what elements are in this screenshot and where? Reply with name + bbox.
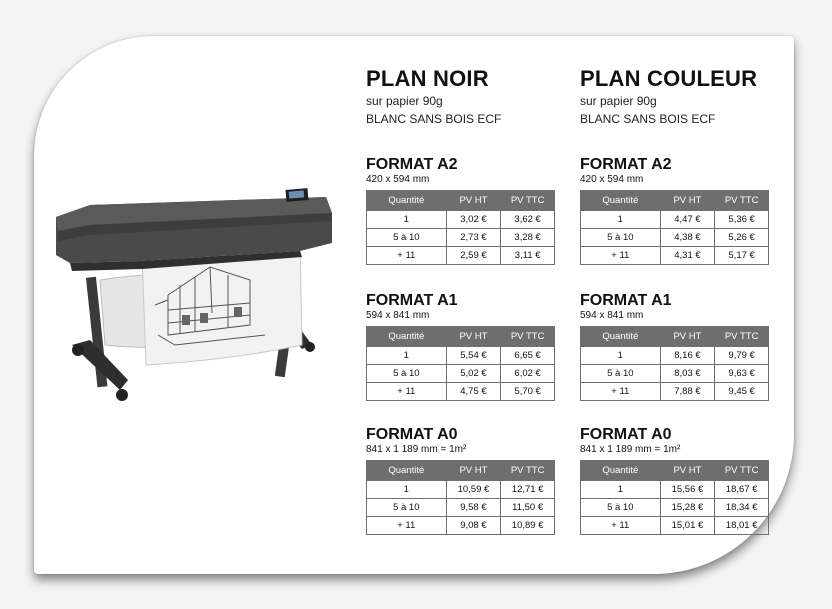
cell-quantity: 1 <box>581 347 661 365</box>
cell-price-ttc: 12,71 € <box>501 481 555 499</box>
cell-price-ht: 4,47 € <box>660 211 715 229</box>
header-pv-ttc: PV TTC <box>715 191 769 211</box>
table-row <box>581 211 769 229</box>
header-pv-ttc: PV TTC <box>501 327 555 347</box>
table-row <box>581 347 769 365</box>
table-row <box>581 247 769 265</box>
cell-price-ttc: 18,01 € <box>715 517 769 535</box>
cell-price-ttc: 5,70 € <box>501 383 555 401</box>
header-pv-ttc: PV TTC <box>715 327 769 347</box>
column-plan-couleur <box>580 66 790 531</box>
table-row <box>581 499 769 517</box>
table-row <box>581 229 769 247</box>
header-quantite: Quantité <box>581 191 661 211</box>
cell-price-ht: 4,38 € <box>660 229 715 247</box>
table-row <box>367 229 555 247</box>
header-pv-ttc: PV TTC <box>715 461 769 481</box>
header-pv-ht: PV HT <box>446 191 501 211</box>
column-plan-noir <box>366 66 576 531</box>
format-title: FORMAT A0 <box>366 426 458 443</box>
format-title: FORMAT A1 <box>366 292 458 309</box>
format-dimensions: 420 x 594 mm <box>580 174 644 185</box>
cell-quantity: 1 <box>367 347 447 365</box>
price-table <box>580 326 769 401</box>
format-a2-section <box>366 156 556 265</box>
format-title: FORMAT A1 <box>580 292 672 309</box>
cell-quantity: 1 <box>367 211 447 229</box>
table-row <box>581 365 769 383</box>
header-quantite: Quantité <box>581 327 661 347</box>
cell-price-ttc: 5,17 € <box>715 247 769 265</box>
cell-price-ht: 5,54 € <box>446 347 501 365</box>
cell-price-ht: 9,08 € <box>446 517 501 535</box>
cell-price-ttc: 9,79 € <box>715 347 769 365</box>
cell-quantity: 1 <box>581 481 661 499</box>
cell-price-ttc: 11,50 € <box>501 499 555 517</box>
cell-quantity: + 11 <box>367 383 447 401</box>
price-table <box>580 190 769 265</box>
table-row <box>367 517 555 535</box>
cell-price-ttc: 9,45 € <box>715 383 769 401</box>
cell-price-ttc: 6,02 € <box>501 365 555 383</box>
format-dimensions: 420 x 594 mm <box>366 174 430 185</box>
format-a1-section <box>366 292 556 401</box>
cell-price-ht: 10,59 € <box>446 481 501 499</box>
paper-quality: BLANC SANS BOIS ECF <box>580 112 716 126</box>
cell-price-ttc: 18,67 € <box>715 481 769 499</box>
format-a1-section <box>580 292 770 401</box>
cell-price-ht: 4,31 € <box>660 247 715 265</box>
format-dimensions: 841 x 1 189 mm = 1m² <box>580 444 681 455</box>
table-row <box>367 347 555 365</box>
cell-price-ht: 15,01 € <box>660 517 715 535</box>
cell-quantity: 5 à 10 <box>367 365 447 383</box>
price-table <box>580 460 769 535</box>
cell-price-ht: 5,02 € <box>446 365 501 383</box>
header-quantite: Quantité <box>581 461 661 481</box>
cell-quantity: 5 à 10 <box>581 365 661 383</box>
column-title: PLAN COULEUR <box>580 66 758 91</box>
cell-price-ht: 8,03 € <box>660 365 715 383</box>
table-row <box>367 499 555 517</box>
cell-quantity: 5 à 10 <box>581 229 661 247</box>
format-a0-section <box>366 426 556 535</box>
price-table <box>366 460 555 535</box>
cell-price-ttc: 10,89 € <box>501 517 555 535</box>
header-pv-ht: PV HT <box>660 461 715 481</box>
cell-quantity: + 11 <box>581 383 661 401</box>
cell-price-ht: 7,88 € <box>660 383 715 401</box>
paper-weight: sur papier 90g <box>580 94 657 108</box>
header-pv-ht: PV HT <box>660 191 715 211</box>
table-row <box>581 383 769 401</box>
table-row <box>367 211 555 229</box>
cell-price-ttc: 5,36 € <box>715 211 769 229</box>
cell-price-ht: 4,75 € <box>446 383 501 401</box>
format-title: FORMAT A2 <box>366 156 458 173</box>
cell-quantity: + 11 <box>581 517 661 535</box>
plotter-printer-icon <box>50 185 340 410</box>
cell-quantity: + 11 <box>367 247 447 265</box>
header-pv-ht: PV HT <box>446 327 501 347</box>
table-row <box>367 481 555 499</box>
header-pv-ttc: PV TTC <box>501 461 555 481</box>
format-a0-section <box>580 426 770 535</box>
cell-quantity: 5 à 10 <box>367 229 447 247</box>
cell-price-ht: 8,16 € <box>660 347 715 365</box>
table-row <box>367 383 555 401</box>
cell-price-ttc: 6,65 € <box>501 347 555 365</box>
header-pv-ttc: PV TTC <box>501 191 555 211</box>
cell-price-ht: 2,73 € <box>446 229 501 247</box>
header-quantite: Quantité <box>367 461 447 481</box>
format-title: FORMAT A0 <box>580 426 672 443</box>
cell-price-ttc: 3,28 € <box>501 229 555 247</box>
header-quantite: Quantité <box>367 191 447 211</box>
cell-quantity: 5 à 10 <box>367 499 447 517</box>
price-table <box>366 326 555 401</box>
cell-quantity: 5 à 10 <box>581 499 661 517</box>
cell-price-ht: 15,56 € <box>660 481 715 499</box>
format-dimensions: 594 x 841 mm <box>366 310 430 321</box>
cell-price-ttc: 3,62 € <box>501 211 555 229</box>
format-dimensions: 841 x 1 189 mm = 1m² <box>366 444 467 455</box>
format-a2-section <box>580 156 770 265</box>
table-row <box>581 481 769 499</box>
column-title: PLAN NOIR <box>366 66 489 91</box>
format-dimensions: 594 x 841 mm <box>580 310 644 321</box>
table-row <box>581 517 769 535</box>
cell-price-ttc: 5,26 € <box>715 229 769 247</box>
paper-quality: BLANC SANS BOIS ECF <box>366 112 502 126</box>
cell-price-ht: 3,02 € <box>446 211 501 229</box>
cell-price-ttc: 18,34 € <box>715 499 769 517</box>
cell-quantity: + 11 <box>581 247 661 265</box>
table-row <box>367 247 555 265</box>
cell-quantity: 1 <box>581 211 661 229</box>
format-title: FORMAT A2 <box>580 156 672 173</box>
table-row <box>367 365 555 383</box>
cell-quantity: 1 <box>367 481 447 499</box>
cell-price-ht: 2,59 € <box>446 247 501 265</box>
price-table <box>366 190 555 265</box>
paper-weight: sur papier 90g <box>366 94 443 108</box>
cell-price-ht: 9,58 € <box>446 499 501 517</box>
header-pv-ht: PV HT <box>660 327 715 347</box>
header-quantite: Quantité <box>367 327 447 347</box>
cell-price-ttc: 3,11 € <box>501 247 555 265</box>
cell-price-ht: 15,28 € <box>660 499 715 517</box>
cell-price-ttc: 9,63 € <box>715 365 769 383</box>
header-pv-ht: PV HT <box>446 461 501 481</box>
cell-quantity: + 11 <box>367 517 447 535</box>
